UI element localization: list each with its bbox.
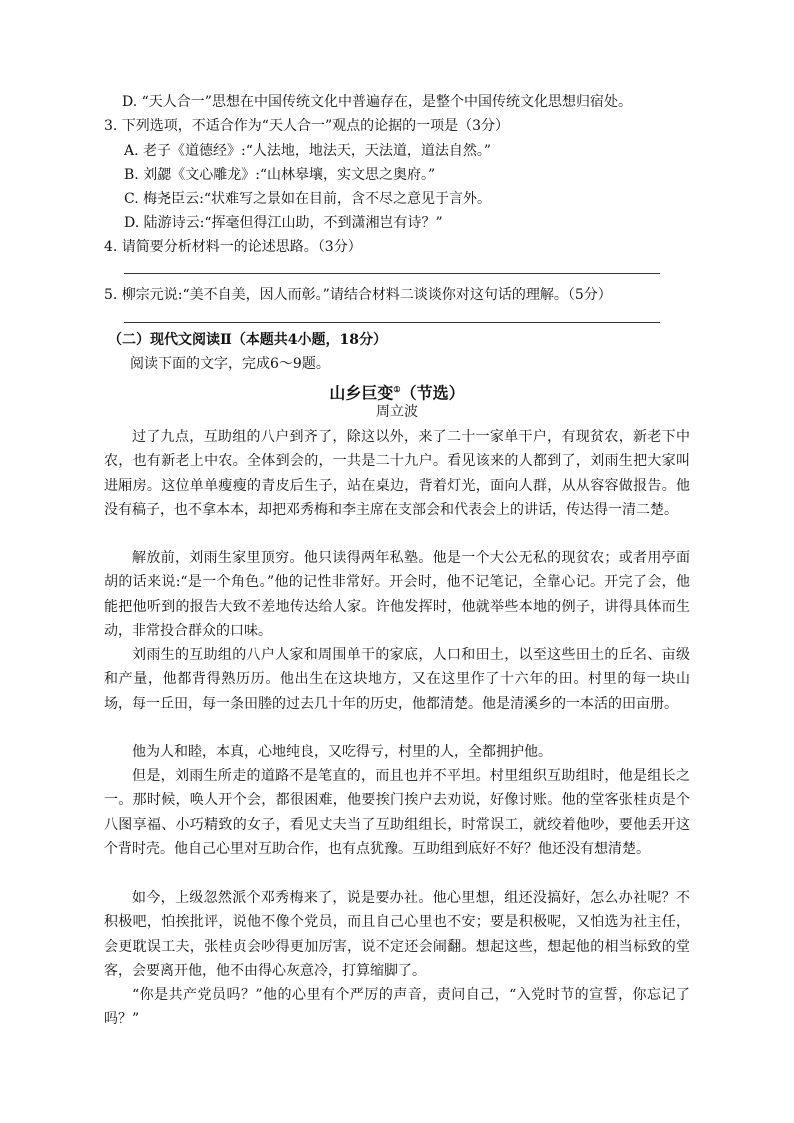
passage-paragraph-5: 但是，刘雨生所走的道路不是笔直的，而且也并不平坦。村里组织互助组时，他是组长之一。那时候，唤人开个会，都很困难，他要挨门挨户去劝说，好像讨账。他的堂客张桂贞是个八图享福、小巧精致的女子，看见丈夫当了互助组组长，时常误工，就绞着他吵，要他丢开这个背时壳。他自己心里对互助合作，也有点犹豫。互助组到底好不好？他还没有想清楚。 [104,768,690,857]
q3-stem: 3. 下列选项，不适合作为“天人合一”观点的论据的一项是（3分） [104,118,510,134]
passage-title [0,378,794,404]
passage-paragraph-2: 解放前，刘雨生家里顶穷。他只读得两年私塾。他是一个大公无私的现贫农；或者用亭面胡的话来说:“是一个角色。”他的记性非常好。开会时，他不记笔记，全靠心记。开完了会，他能把他听到的报告大致不差地传达给人家。许他发挥时，他就举些本地的例子，讲得具体而生动，非常投合群众的口味。 [104,550,690,639]
q4-answer-line[interactable] [124,273,660,274]
q3-option-b: B. 刘勰《文心雕龙》:“山林皋壤，实文思之奥府。” [124,167,436,183]
section-instruction: 阅读下面的文字，完成6～9题。 [130,356,330,372]
q3-option-d: D. 陆游诗云:“挥毫但得江山助，不到潇湘岂有诗？” [124,215,443,231]
footnote-marker: ① [393,384,401,394]
q3-option-a: A. 老子《道德经》:“人法地，地法天，天法道，道法自然。” [124,143,492,159]
passage-title-text: 山乡巨变 [329,383,394,403]
q5-answer-line[interactable] [124,322,660,323]
passage-paragraph-1: 过了九点，互助组的八户到齐了，除这以外，来了二十一家单干户，有现贫农，新老下中农，也有新老上中农。全体到会的，一共是二十九户。看见该来的人都到了，刘雨生把大家叫进厢房。这位单单瘦瘦的青皮后生子，站在桌边，背着灯光，面向人群，从从容容做报告。他没有稿子，也不拿本本，却把邓秀梅和李主席在支部会和代表会上的讲话，传达得一清二楚。 [104,429,690,518]
passage-title-suffix: （节选） [400,383,465,403]
q2-option-d: D. “天人合一”思想在中国传统文化中普遍存在，是整个中国传统文化思想归宿处。 [122,94,632,110]
passage-paragraph-3: 刘雨生的互助组的八户人家和周围单干的家底，人口和田土，以至这些田土的丘名、亩级和产量，他都背得熟历历。他出生在这块地方，又在这里作了十六年的田。村里的每一块山场，每一丘田，每一条田塍的过去几十年的历史，他都清楚。他是清溪乡的一本活的田亩册。 [104,647,690,712]
passage-paragraph-7: “你是共产党员吗？”他的心里有个严厉的声音，责问自己，“入党时节的宣誓，你忘记了吗？” [104,987,690,1028]
passage-author: 周立波 [376,404,418,420]
passage-paragraph-6: 如今，上级忽然派个邓秀梅来了，说是要办社。他心里想，组还没搞好，怎么办社呢？不积极吧，怕挨批评，说他不像个党员，而且自己心里也不安；要是积极呢，又怕选为社主任，会更耽误工夫，张桂贞会吵得更加厉害，说不定还会闹翻。想起这些，想起他的相当标致的堂客，会要离开他，他不由得心灰意冷，打算缩脚了。 [104,890,690,979]
q5-stem: 5. 柳宗元说:“美不自美，因人而彰。”请结合材料二谈谈你对这句话的理解。（5分） [104,287,612,303]
q3-option-c: C. 梅尧臣云:“状难写之景如在目前，含不尽之意见于言外。 [124,191,491,207]
q4-stem: 4. 请简要分析材料一的论述思路。（3分） [104,239,362,255]
section-heading: （二）现代文阅读Ⅱ（本题共4小题，18分） [108,332,388,348]
passage-paragraph-4: 他为人和睦，本真，心地纯良，又吃得亏，村里的人，全都拥护他。 [132,744,552,760]
